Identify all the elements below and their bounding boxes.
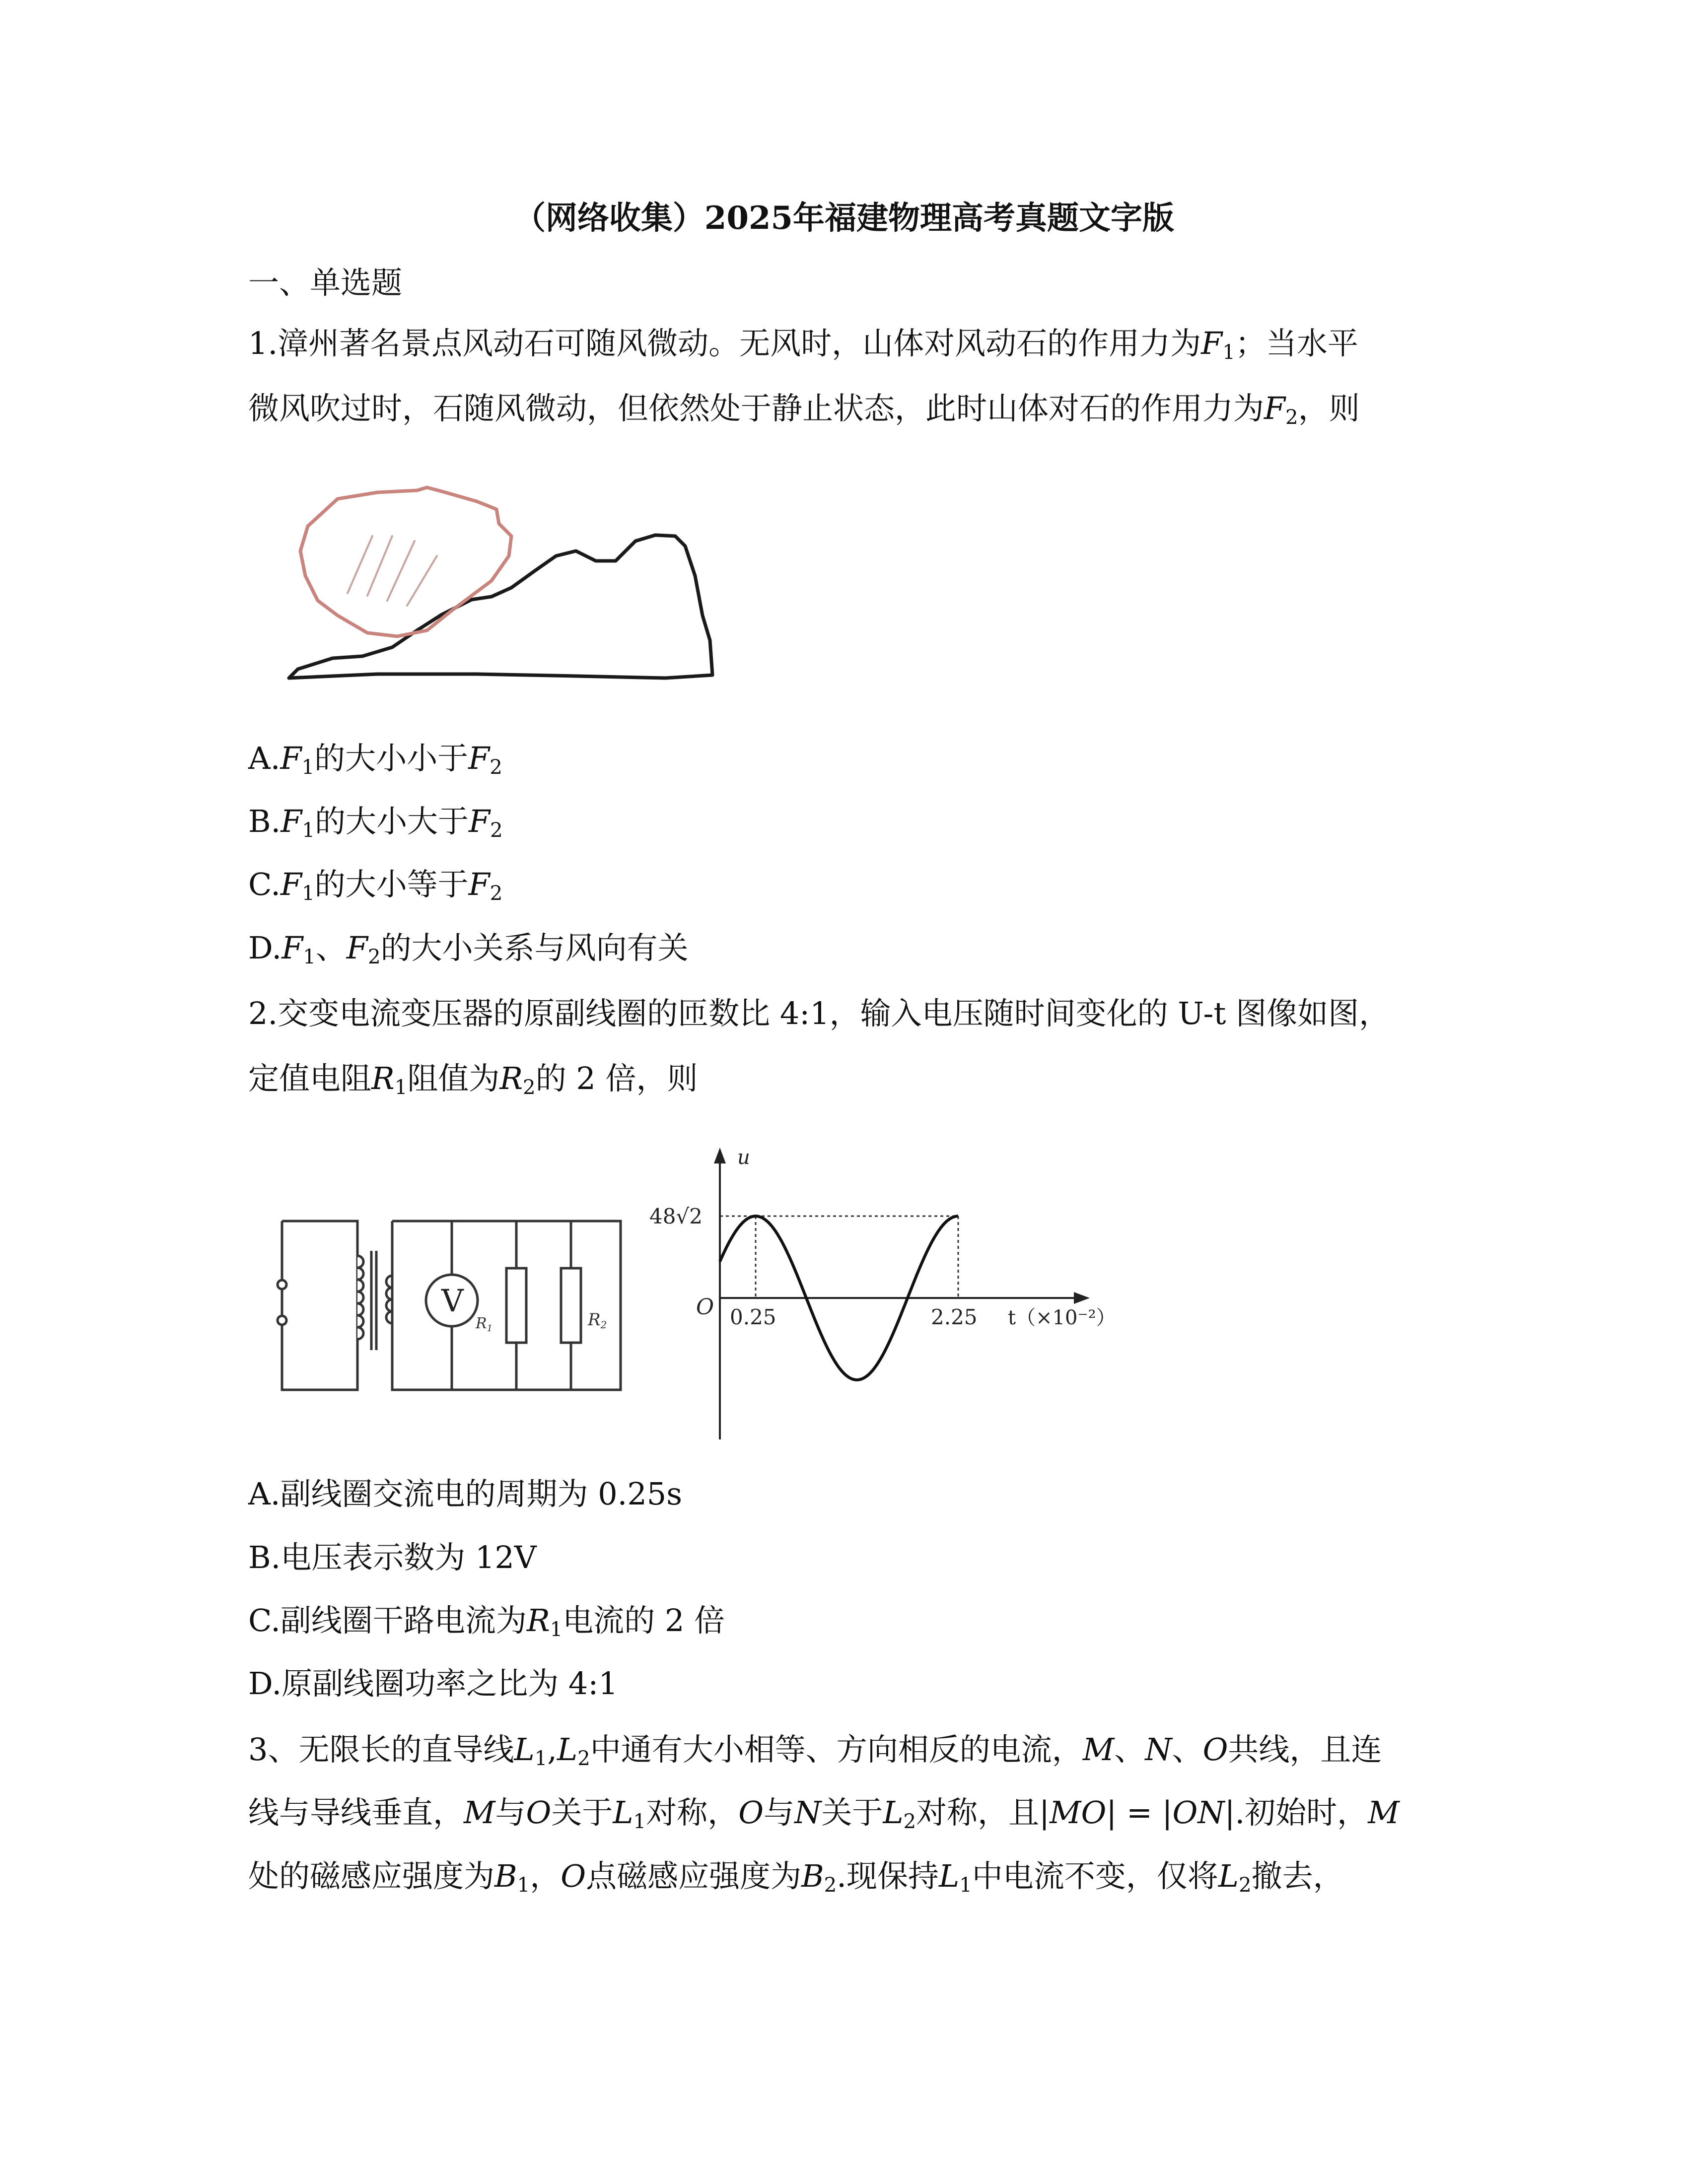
q2-option-a: A.副线圈交流电的周期为 0.25s [248, 1476, 683, 1512]
wind-stone-figure [278, 481, 715, 685]
q1-option-b: $B.F_1$的大小大于$F_2$ [248, 803, 503, 842]
y-axis-label: u [737, 1146, 750, 1169]
q1-option-a: $A.F_1$的大小小于$F_2$ [248, 740, 502, 779]
q2-option-b: B.电压表示数为 12V [248, 1539, 537, 1575]
q3-line-3: 处的磁感应强度为$B_1$，O点磁感应强度为$B_2$.现保持$L_1$中电流不变，仅将$L_2$撤去， [248, 1858, 1344, 1897]
tick-label-2-25: 2.25 [931, 1305, 978, 1329]
transformer-circuit-figure [268, 1201, 645, 1400]
peak-label: 48√2 [649, 1204, 703, 1228]
page-title: （网络收集）2025年福建物理高考真题文字版 [513, 200, 1175, 237]
voltmeter-label: V [441, 1283, 464, 1319]
q1-line-1: 1.漳州著名景点风动石可随风微动。无风时，山体对风动石的作用力为$F_1$；当水平 [248, 325, 1358, 364]
q2-option-c: C.副线圈干路电流为$R_1$电流的 2 倍 [248, 1602, 725, 1641]
q2-option-d: D.原副线圈功率之比为 4:1 [248, 1665, 618, 1702]
q2-line-2: 定值电阻$R_1$阻值为$R_2$的 2 倍，则 [248, 1060, 698, 1099]
r1-label: $R_1$ [476, 1315, 493, 1334]
voltage-time-graph [640, 1142, 1157, 1449]
q3-line-2: 线与导线垂直，M与O关于$L_1$对称，O与N关于$L_2$对称，且|MO| = |ON|.初始时，M [248, 1794, 1400, 1834]
tick-label-0-25: 0.25 [730, 1305, 776, 1329]
section-heading: 一、单选题 [248, 265, 403, 301]
q2-line-1: 2.交变电流变压器的原副线圈的匝数比 4:1，输入电压随时间变化的 U-t 图像如图， [248, 995, 1390, 1031]
q1-option-c: $C.F_1$的大小等于$F_2$ [248, 866, 503, 905]
q1-option-d: $D.F_1$、$F_2$的大小关系与风向有关 [248, 930, 689, 969]
q1-line-2: 微风吹过时，石随风微动，但依然处于静止状态，此时山体对石的作用力为$F_2$，则 [248, 390, 1360, 429]
x-axis-label: t（×10⁻²） [1008, 1306, 1116, 1329]
origin-label: O [696, 1295, 714, 1320]
r2-label: R2 [588, 1310, 607, 1331]
q3-line-1: 3、无限长的直导线$L_1,L_2$中通有大小相等、方向相反的电流，M、N、O共线，且连 [248, 1731, 1382, 1771]
